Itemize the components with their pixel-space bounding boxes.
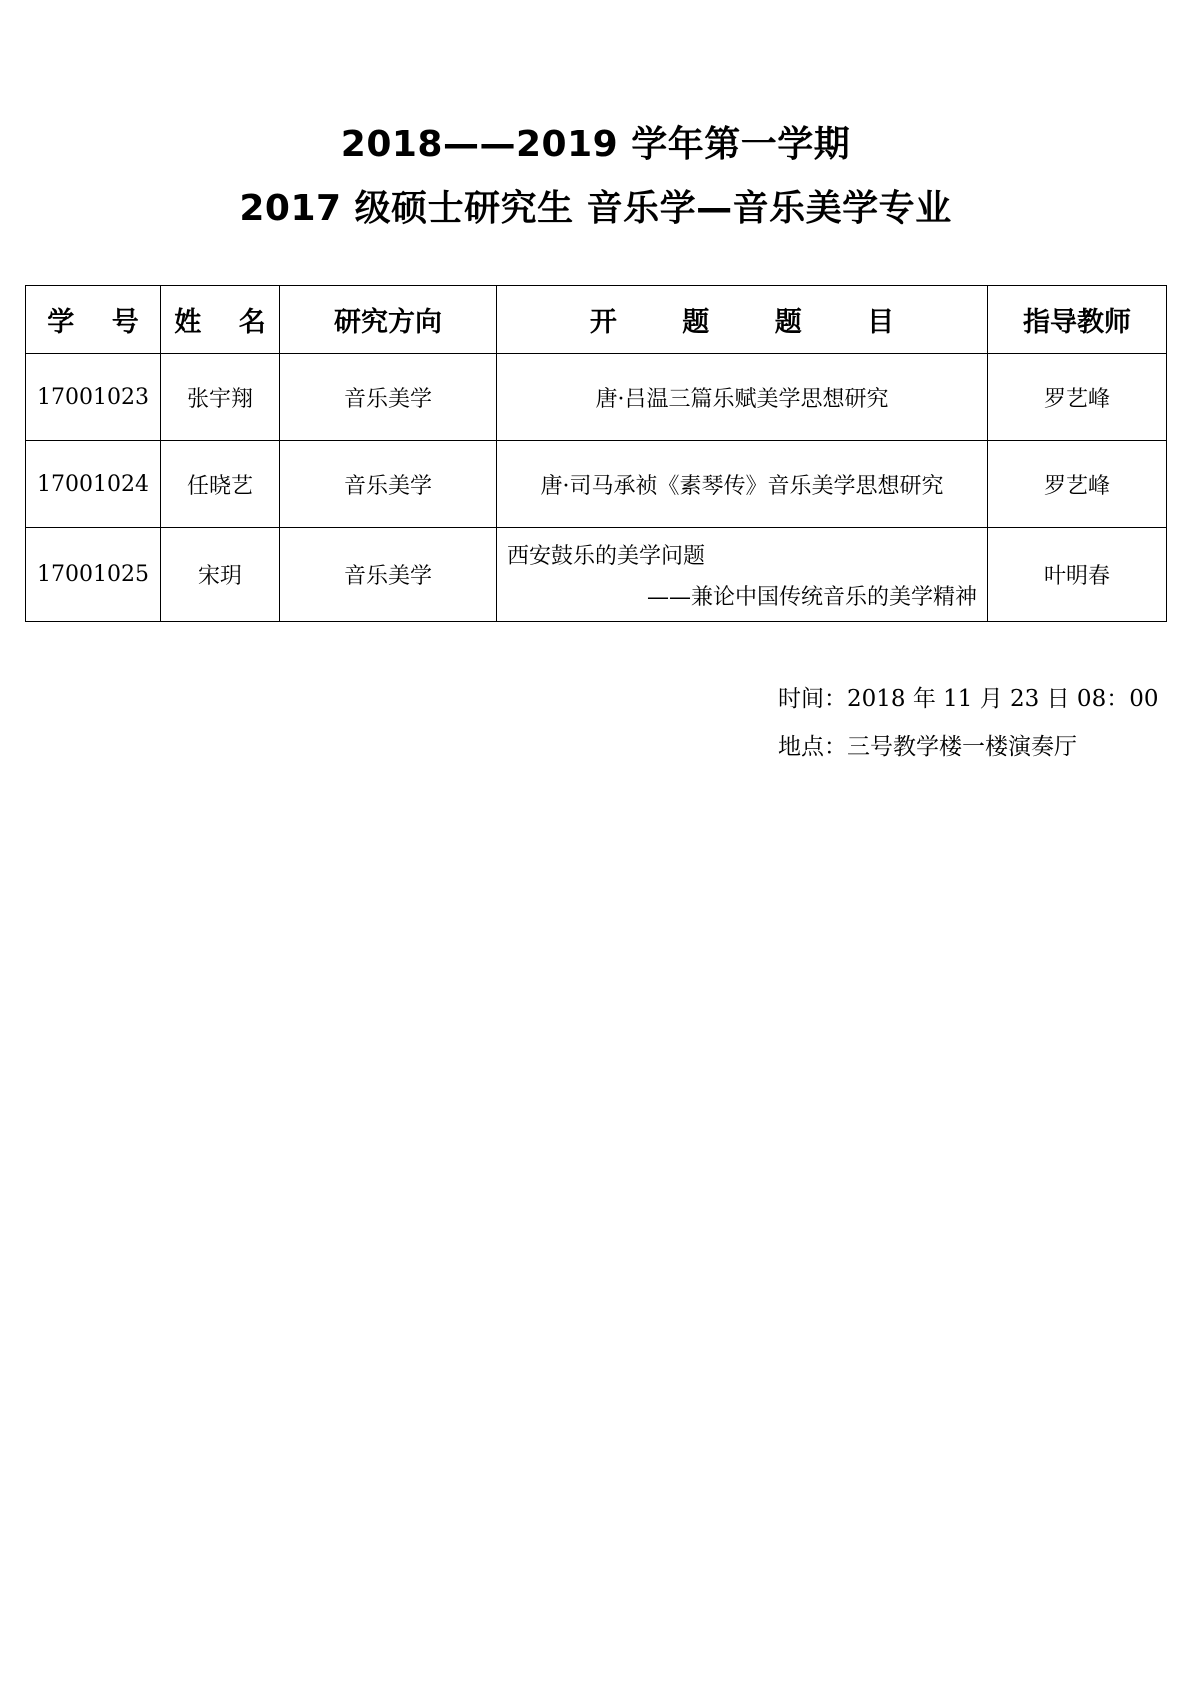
column-header-student-id: 学 号 [26, 286, 161, 354]
meeting-location: 地点：三号教学楼一楼演奏厅 [778, 734, 1077, 760]
cell-student-id: 17001024 [26, 441, 161, 528]
cell-topic [497, 528, 988, 622]
cell-advisor: 罗艺峰 [988, 441, 1167, 528]
thesis-proposal-table [25, 285, 1167, 622]
table-row [26, 441, 1167, 528]
cell-advisor: 叶明春 [988, 528, 1167, 622]
cell-name: 任晓艺 [161, 441, 280, 528]
cell-topic: 唐·吕温三篇乐赋美学思想研究 [497, 354, 988, 441]
topic-subtitle: ——兼论中国传统音乐的美学精神 [646, 584, 977, 610]
table-row [26, 528, 1167, 622]
table-row [26, 354, 1167, 441]
cell-name: 张宇翔 [161, 354, 280, 441]
cell-direction: 音乐美学 [280, 528, 497, 622]
cell-direction: 音乐美学 [280, 441, 497, 528]
cell-student-id: 17001023 [26, 354, 161, 441]
page-subtitle: 2017 级硕士研究生 音乐学—音乐美学专业 [239, 188, 952, 229]
cell-direction: 音乐美学 [280, 354, 497, 441]
table-header-row [26, 286, 1167, 354]
column-header-advisor: 指导教师 [988, 286, 1167, 354]
column-header-name: 姓 名 [161, 286, 280, 354]
cell-advisor: 罗艺峰 [988, 354, 1167, 441]
column-header-direction: 研究方向 [280, 286, 497, 354]
cell-name: 宋玥 [161, 528, 280, 622]
page-title: 2018——2019 学年第一学期 [340, 124, 851, 165]
cell-topic: 唐·司马承祯《素琴传》音乐美学思想研究 [497, 441, 988, 528]
topic-title: 西安鼓乐的美学问题 [507, 543, 706, 569]
meeting-time: 时间：2018 年 11 月 23 日 08：00 [778, 686, 1159, 712]
column-header-topic: 开 题 题 目 [497, 286, 988, 354]
cell-student-id: 17001025 [26, 528, 161, 622]
